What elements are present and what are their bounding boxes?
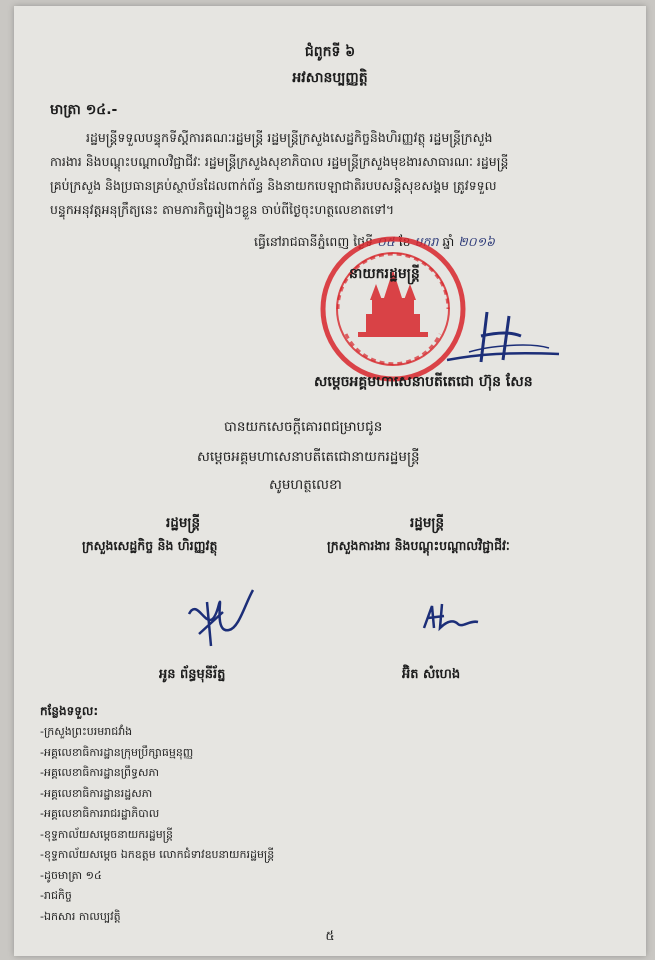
list-item: -ដូចមាត្រា ១៤ xyxy=(40,868,102,882)
list-item: -អគ្គលេខាធិការដ្ឋានព្រឹទ្ធសភា xyxy=(40,766,159,779)
minister-title-left: រដ្ឋមន្ត្រី xyxy=(166,515,201,531)
ministry-name-left: ក្រសួងសេដ្ឋកិច្ច និង ហិរញ្ញវត្ថុ xyxy=(82,538,218,553)
list-item: -រាជកិច្ច xyxy=(40,889,72,902)
minister-signature-right-icon xyxy=(418,598,488,638)
recipients-list xyxy=(40,722,274,927)
list-item: -អគ្គលេខាធិការរាជរដ្ឋាភិបាល xyxy=(40,807,160,820)
submission-line: សូមហត្ថលេខា xyxy=(269,477,342,493)
article-paragraph xyxy=(50,126,630,222)
prime-minister-title: នាយករដ្ឋមន្ត្រី xyxy=(349,266,420,282)
submission-line: សម្តេចអគ្គមហាសេនាបតីតេជោនាយករដ្ឋមន្ត្រី xyxy=(197,449,420,465)
list-item: -អគ្គលេខាធិការដ្ឋានរដ្ឋសភា xyxy=(40,786,153,800)
prime-minister-name: សម្តេចអគ្គមហាសេនាបតីតេជោ ហ៊ុន សែន xyxy=(314,374,533,390)
article-line: រដ្ឋមន្ត្រីទទួលបន្ទុកទីស្តីការគណៈរដ្ឋមន្ត្រី រដ្ឋមន្ត្រីក្រសួងសេដ្ឋកិច្ចនិងហិរញ្ញវត្ថុ រដ្ឋមន្ត្រីក្រសួង xyxy=(86,130,493,145)
submission-line: បានយកសេចក្តីគោរពជម្រាបជូន xyxy=(224,419,383,435)
article-label: មាត្រា ១៤.- xyxy=(50,102,118,118)
chapter-heading: ជំពូកទី ៦ xyxy=(304,44,356,60)
document-page xyxy=(14,6,646,956)
minister-title-right: រដ្ឋមន្ត្រី xyxy=(410,515,445,531)
ministry-name-right: ក្រសួងការងារ និងបណ្តុះបណ្តាលវិជ្ជាជីវៈ xyxy=(327,538,510,553)
date-month: មករា xyxy=(414,234,439,249)
list-item: -អគ្គលេខាធិការដ្ឋានក្រុមប្រឹក្សាធម្មនុញ្ញ xyxy=(40,745,194,759)
minister-name-right: អ៊ិត សំហេង xyxy=(402,667,461,682)
page-number: ៥ xyxy=(325,929,335,944)
date-place: ធ្វើនៅរាជធានីភ្នំពេញ ថ្ងៃទី xyxy=(254,234,374,249)
minister-name-left: អូន ព័ន្ធមុនីរ័ត្ន xyxy=(159,667,226,682)
date-year: ២០១៦ xyxy=(458,234,495,249)
date-year-prefix: ឆ្នាំ xyxy=(442,234,455,249)
chapter-title: អវសានប្បញ្ញត្តិ xyxy=(292,70,368,86)
article-line: បន្ទុកអនុវត្តអនុក្រឹត្យនេះ តាមភារកិច្ចរៀងៗខ្លួន ចាប់ពីថ្ងៃចុះហត្ថលេខាតទៅ។ xyxy=(50,202,395,217)
recipients-heading: កន្លែងទទួល: xyxy=(40,704,99,718)
prime-minister-signature-icon xyxy=(439,302,569,372)
article-line: ការងារ និងបណ្តុះបណ្តាលវិជ្ជាជីវៈ រដ្ឋមន្ត្រីក្រសួងសុខាភិបាល រដ្ឋមន្ត្រីក្រសួងមុខងារសាធារណៈ រដ្ឋមន្ត្រី xyxy=(50,154,509,169)
list-item: -ខុទ្ទកាល័យសម្តេច ឯកឧត្តម លោកជំទាវឧបនាយករដ្ឋមន្ត្រី xyxy=(40,848,275,861)
list-item: -ខុទ្ទកាល័យសម្តេចនាយករដ្ឋមន្ត្រី xyxy=(40,827,173,841)
minister-signature-left-icon xyxy=(179,584,259,654)
list-item: -ក្រសួងព្រះបរមរាជវាំង xyxy=(40,725,133,738)
date-month-prefix: ខែ xyxy=(398,234,411,249)
date-day: ០៥ xyxy=(377,234,395,249)
article-line: គ្រប់ក្រសួង និងប្រធានគ្រប់ស្ថាប័នដែលពាក់ព័ន្ធ និងនាយកបេឡាជាតិរបបសន្តិសុខសង្គម ត្រូវទទួល xyxy=(50,178,497,193)
list-item: -ឯកសារ កាលប្បវត្តិ xyxy=(40,909,121,923)
